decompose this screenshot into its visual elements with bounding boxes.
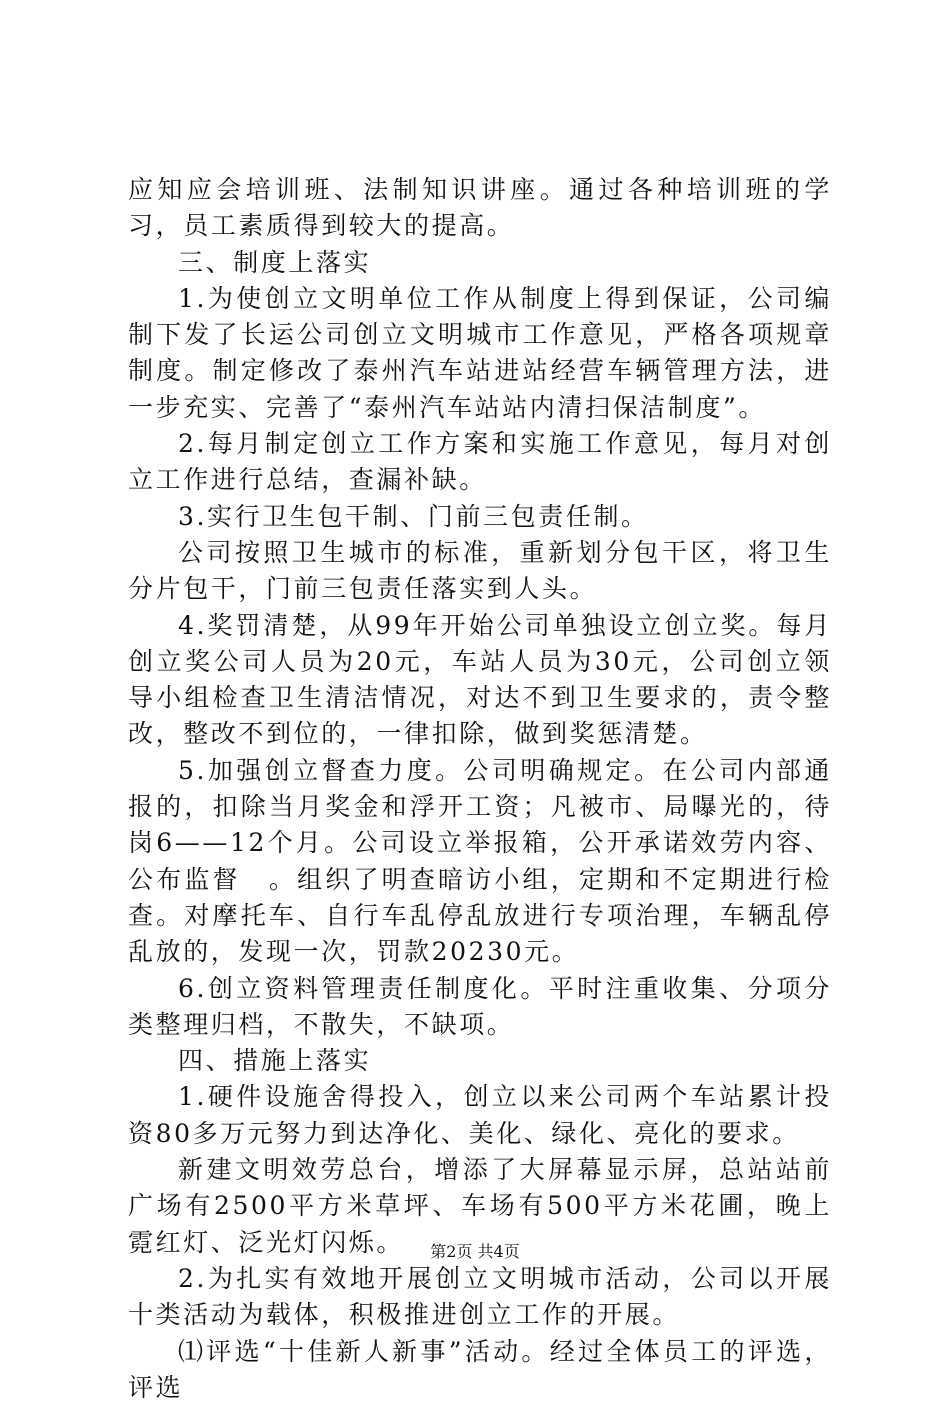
paragraph-item-5: 5.加强创立督查力度。公司明确规定。在公司内部通报的，扣除当月奖金和浮开工资；凡被市、局曝光的，待岗6——12个月。公司设立举报箱，公开承诺效劳内容、公布监督 。组织了明查暗访小组，定期和不定期进行检查。对摩托车、自行车乱停乱放进行专项治理，车辆乱停乱放的，发现一次，罚款20230元。 [128,753,832,971]
paragraph-item-2: 2.每月制定创立工作方案和实施工作意见，每月对创立工作进行总结，查漏补缺。 [128,426,832,499]
paragraph-item-4: 4.奖罚清楚，从99年开始公司单独设立创立奖。每月创立奖公司人员为20元，车站人员为30元，公司创立领导小组检查卫生清洁情况，对达不到卫生要求的，责令整改，整改不到位的，一律扣除，做到奖惩清楚。 [128,608,832,753]
paragraph-measure-1: 1.硬件设施舍得投入，创立以来公司两个车站累计投资80多万元努力到达净化、美化、绿化、亮化的要求。 [128,1079,832,1152]
section-heading-4: 四、措施上落实 [128,1043,832,1079]
paragraph-measure-1-detail: 新建文明效劳总台，增添了大屏幕显示屏，总站站前广场有2500平方米草坪、车场有500平方米花圃，晚上霓红灯、泛光灯闪烁。 [128,1152,832,1261]
paragraph-item-1: 1.为使创立文明单位工作从制度上得到保证，公司编制下发了长运公司创立文明城市工作意见，严格各项规章制度。制定修改了泰州汽车站进站经营车辆管理方法，进一步充实、完善了“泰州汽车站站内清扫保洁制度”。 [128,281,832,426]
paragraph-activity-1: ⑴评选“十佳新人新事”活动。经过全体员工的评选，评选 [128,1334,832,1406]
paragraph-continuation: 应知应会培训班、法制知识讲座。通过各种培训班的学习，员工素质得到较大的提高。 [128,172,832,245]
paragraph-measure-2: 2.为扎实有效地开展创立文明城市活动，公司以开展十类活动为载体，积极推进创立工作的开展。 [128,1261,832,1334]
page-number-footer: 第2页 共4页 [0,1242,950,1262]
document-body [128,172,832,1406]
paragraph-item-3: 3.实行卫生包干制、门前三包责任制。 [128,499,832,535]
paragraph-item-3-detail: 公司按照卫生城市的标准，重新划分包干区，将卫生分片包干，门前三包责任落实到人头。 [128,535,832,608]
paragraph-item-6: 6.创立资料管理责任制度化。平时注重收集、分项分类整理归档，不散失，不缺项。 [128,971,832,1044]
section-heading-3: 三、制度上落实 [128,245,832,281]
